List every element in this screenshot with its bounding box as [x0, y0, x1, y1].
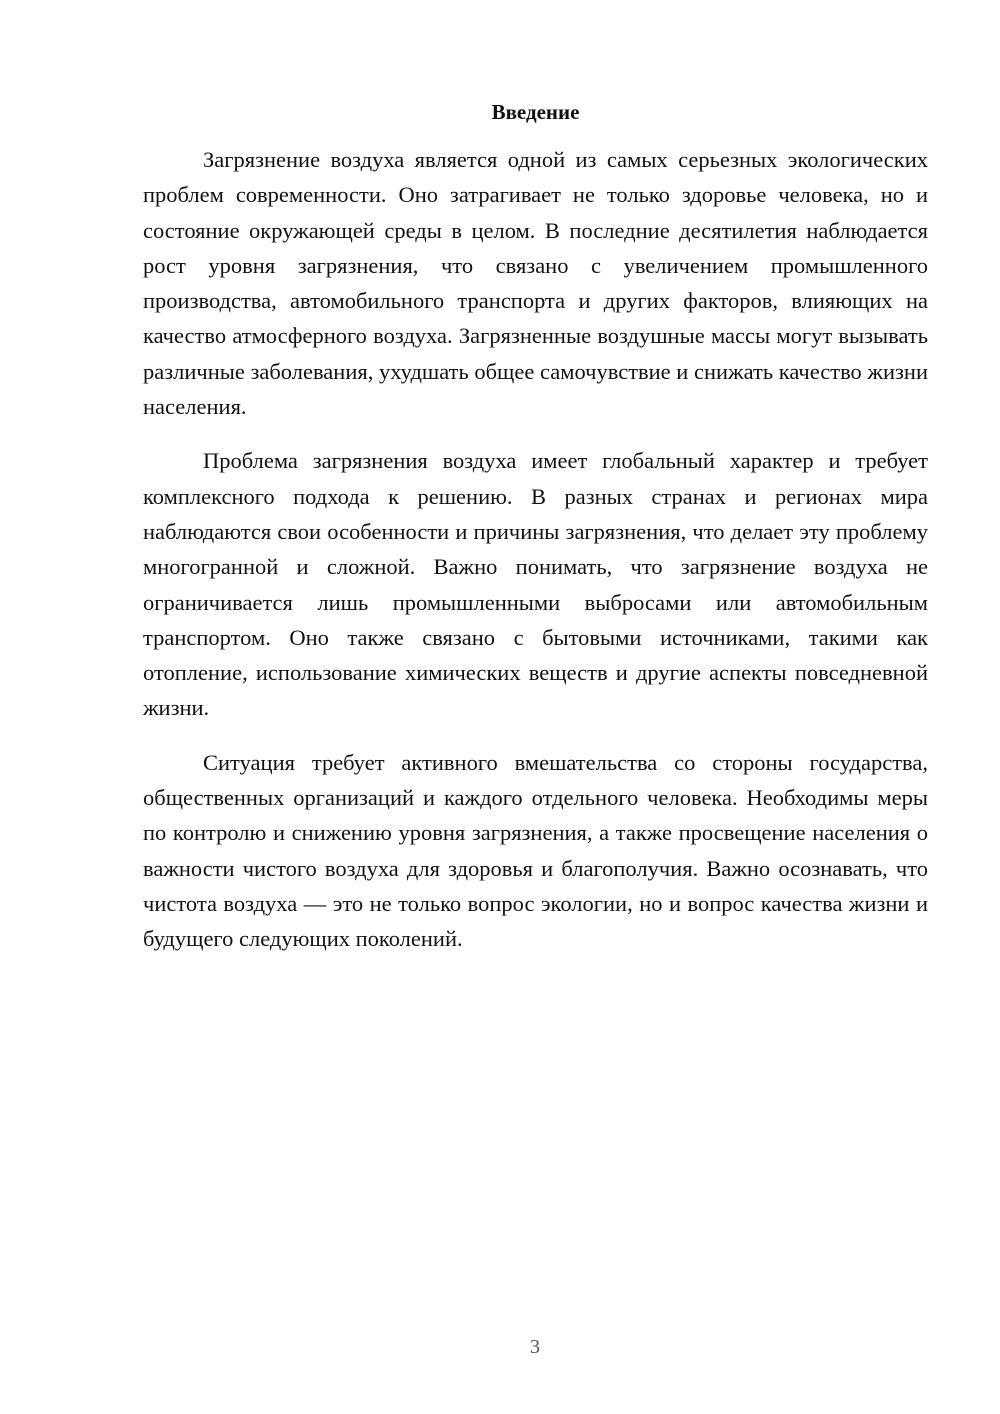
paragraph-3: Ситуация требует активного вмешательства со стороны государства, общественных организаций и каждого отдельного человека. Необходимы меры по контролю и снижению уровня загрязнения, а также просвещение населения о важности чистого воздуха для здоровья и благополучия. Важно осознавать, что чистота воздуха — это не только вопрос экологии, но и вопрос качества жизни и будущего следующих поколений.: [143, 749, 928, 952]
paragraph-2: Проблема загрязнения воздуха имеет глобальный характер и требует комплексного подхода к решению. В разных странах и регионах мира наблюдаются свои особенности и причины загрязнения, что делает эту проблему многогранной и сложной. Важно понимать, что загрязнение воздуха не ограничивается лишь промышленными выбросами или автомобильным транспортом. Оно также связано с бытовыми источниками, такими как отопление, использование химических веществ и другие аспекты повседневной жизни.: [143, 448, 928, 721]
section-heading: Введение: [491, 100, 580, 124]
body-text: [143, 142, 928, 976]
page-number: 3: [530, 1336, 540, 1358]
paragraph-1: Загрязнение воздуха является одной из самых серьезных экологических проблем современности. Оно затрагивает не только здоровье человека, но и состояние окружающей среды в целом. В последние десятилетия наблюдается рост уровня загрязнения, что связано с увеличением промышленного производства, автомобильного транспорта и других факторов, влияющих на качество атмосферного воздуха. Загрязненные воздушные массы могут вызывать различные заболевания, ухудшать общее самочувствие и снижать качество жизни населения.: [143, 147, 928, 420]
